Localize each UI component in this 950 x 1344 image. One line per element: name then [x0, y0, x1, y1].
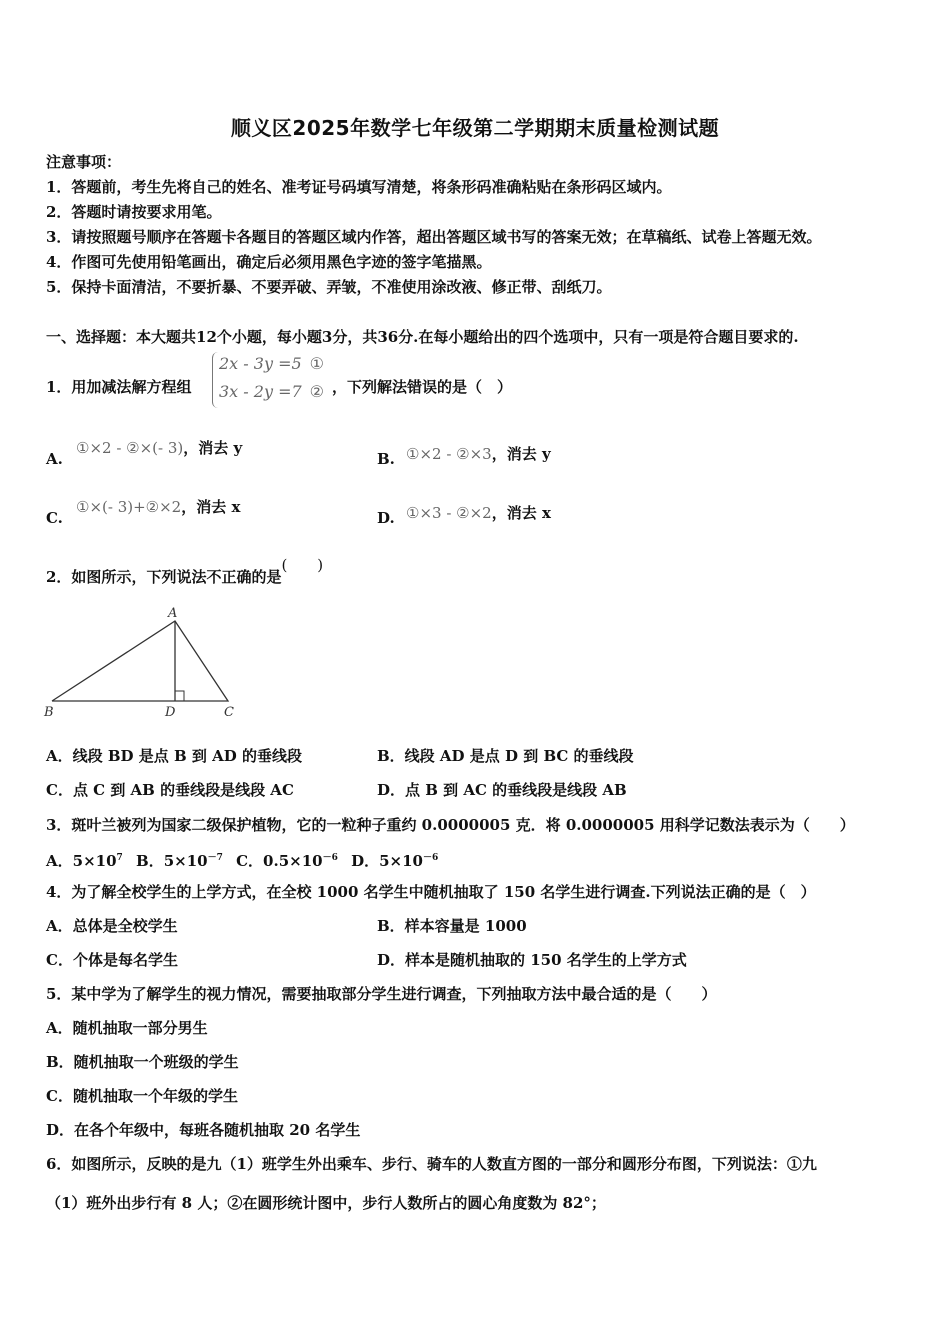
equation-2: 3x - 2y =7 ②	[219, 382, 325, 401]
page-title: 顺义区2025年数学七年级第二学期期末质量检测试题	[230, 116, 720, 140]
q1-option-c-expr: ①×(- 3)+②×2，消去 x	[76, 498, 241, 516]
q5-text: 5．某中学为了解学生的视力情况，需要抽取部分学生进行调查，下列抽取方法中最合适的是（ ）	[46, 985, 717, 1003]
q1-option-a: A.	[46, 450, 63, 468]
notice-item-2: 2．答题时请按要求用笔。	[46, 203, 222, 221]
notice-item-4: 4．作图可先使用铅笔画出，确定后必须用黑色字迹的签字笔描黑。	[46, 253, 492, 271]
notice-item-5: 5．保持卡面清洁，不要折暴、不要弄破、弄皱，不准使用涂改液、修正带、刮纸刀。	[46, 278, 612, 296]
q6-line-1: 6．如图所示，反映的是九（1）班学生外出乘车、步行、骑车的人数直方图的一部分和圆形分布图，下列说法：①九	[46, 1155, 817, 1173]
q5-option-a: A．随机抽取一部分男生	[46, 1019, 208, 1037]
q6-line-2: （1）班外出步行有 8 人；②在圆形统计图中，步行人数所占的圆心角度数为 82°；	[46, 1194, 606, 1212]
q4-option-b: B．样本容量是 1000	[377, 917, 527, 935]
q4-option-c: C．个体是每名学生	[46, 951, 178, 969]
q5-option-b: B．随机抽取一个班级的学生	[46, 1053, 239, 1071]
notice-heading: 注意事项：	[46, 153, 122, 171]
label-c: C	[224, 705, 234, 720]
q1-option-a-expr: ①×2 - ②×(- 3)，消去 y	[76, 439, 243, 457]
label-b: B	[44, 705, 54, 720]
label-d: D	[165, 705, 176, 720]
q2-text: 2．如图所示，下列说法不正确的是( )	[46, 556, 324, 586]
q5-option-d: D．在各个年级中，每班各随机抽取 20 名学生	[46, 1121, 361, 1139]
triangle-figure	[40, 604, 250, 724]
equation-1: 2x - 3y =5 ①	[219, 354, 325, 373]
q2-option-d: D．点 B 到 AC 的垂线段是线段 AB	[377, 781, 627, 799]
section-heading: 一、选择题：本大题共12个小题，每小题3分，共36分.在每小题给出的四个选项中，只有一项是符合题目要求的.	[46, 328, 799, 346]
q1-prefix: 1．用加减法解方程组	[46, 378, 192, 396]
q1-option-d-expr: ①×3 - ②×2，消去 x	[406, 504, 551, 522]
q4-text: 4．为了解全校学生的上学方式，在全校 1000 名学生中随机抽取了 150 名学生进行调查.下列说法正确的是（ ）	[46, 883, 816, 901]
q4-option-a: A．总体是全校学生	[46, 917, 178, 935]
q1-option-c: C.	[46, 509, 63, 527]
equation-system	[212, 352, 331, 408]
q2-option-c: C．点 C 到 AB 的垂线段是线段 AC	[46, 781, 294, 799]
notice-item-3: 3．请按照题号顺序在答题卡各题目的答题区域内作答，超出答题区域书写的答案无效；在草稿纸、试卷上答题无效。	[46, 228, 822, 246]
q1-option-b-expr: ①×2 - ②×3，消去 y	[406, 445, 551, 463]
notice-item-1: 1．答题前，考生先将自己的姓名、准考证号码填写清楚，将条形码准确粘贴在条形码区域内。	[46, 178, 672, 196]
q1-option-b: B.	[377, 450, 395, 468]
q5-option-c: C．随机抽取一个年级的学生	[46, 1087, 238, 1105]
q3-options: A．$5\times 10^7$ B．$5\times 10^{-7}$ C．$0.5\times 10^{-6}$ D．$5\times 10^{-6}$	[46, 852, 439, 870]
q2-option-b: B．线段 AD 是点 D 到 BC 的垂线段	[377, 747, 634, 765]
q1-option-d: D.	[377, 509, 395, 527]
q3-text: 3．斑叶兰被列为国家二级保护植物，它的一粒种子重约 0.0000005 克．将 0.0000005 用科学记数法表示为（ ）	[46, 816, 855, 834]
q1-suffix: ，下列解法错误的是（ ）	[332, 378, 513, 396]
q2-option-a: A．线段 BD 是点 B 到 AD 的垂线段	[46, 747, 302, 765]
label-a: A	[168, 606, 178, 621]
q4-option-d: D．样本是随机抽取的 150 名学生的上学方式	[377, 951, 687, 969]
